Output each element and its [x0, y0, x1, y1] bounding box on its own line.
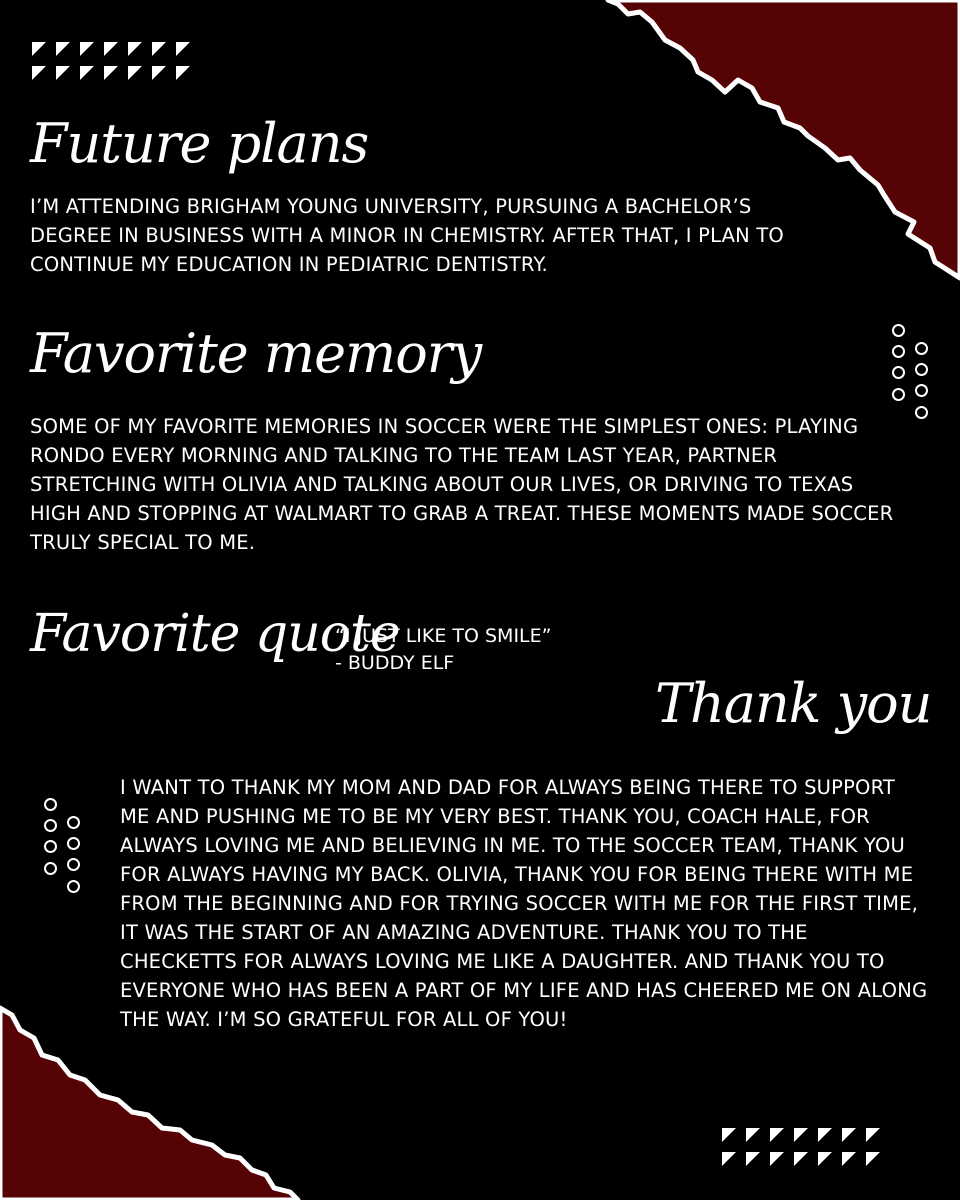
favorite-quote — [335, 623, 552, 677]
favorite-quote-heading: Favorite quote — [30, 604, 400, 664]
triangle-pattern-bottom-row-1 — [722, 1128, 880, 1142]
circle-dots-left — [42, 796, 90, 906]
future-plans-text: I’M ATTENDING BRIGHAM YOUNG UNIVERSITY, PURSUING A BACHELOR’S DEGREE IN BUSINESS WITH A MINOR IN CHEMISTRY. AFTER THAT, I PLAN TO CONTINUE MY EDUCATION IN PEDIATRIC DENTISTRY. — [30, 195, 784, 276]
torn-paper-bottom-left — [0, 1008, 298, 1200]
triangle-pattern-top-row-1 — [32, 42, 190, 56]
quote-attribution: - BUDDY ELF — [335, 652, 455, 674]
future-plans-heading: Future plans — [30, 112, 369, 175]
thank-you-text: I WANT TO THANK MY MOM AND DAD FOR ALWAYS BEING THERE TO SUPPORT ME AND PUSHING ME TO BE MY VERY BEST. THANK YOU, COACH HALE, FOR ALWAYS LOVING ME AND BELIEVING IN ME. TO THE SOCCER TEAM, THANK YOU FOR ALWAYS HAVING MY BACK. OLIVIA, THANK YOU FOR BEING THERE WITH ME FROM THE BEGINNING AND FOR TRYING SOCCER WITH ME FOR THE FIRST TIME, IT WAS THE START OF AN AMAZING ADVENTURE. THANK YOU TO THE CHECKETTS FOR ALWAYS LOVING ME LIKE A DAUGHTER. AND THANK YOU TO EVERYONE WHO HAS BEEN A PART OF MY LIFE AND HAS CHEERED ME ON ALONG THE WAY. I’M SO GRATEFUL FOR ALL OF YOU! — [120, 776, 928, 1031]
triangle-pattern-bottom-row-2 — [722, 1152, 880, 1166]
thank-you-heading: Thank you — [655, 672, 932, 735]
favorite-memory-text: SOME OF MY FAVORITE MEMORIES IN SOCCER WERE THE SIMPLEST ONES: PLAYING RONDO EVERY MORNING AND TALKING TO THE TEAM LAST YEAR, PARTNER STRETCHING WITH OLIVIA AND TALKING ABOUT OUR LIVES, OR DRIVING TO TEXAS HIGH AND STOPPING AT WALMART TO GRAB A TREAT. THESE MOMENTS MADE SOCCER TRULY SPECIAL TO ME. — [30, 415, 894, 554]
quote-text: “I JUST LIKE TO SMILE” — [335, 625, 552, 647]
favorite-memory-heading: Favorite memory — [30, 322, 482, 385]
triangle-pattern-top-row-2 — [32, 66, 190, 80]
